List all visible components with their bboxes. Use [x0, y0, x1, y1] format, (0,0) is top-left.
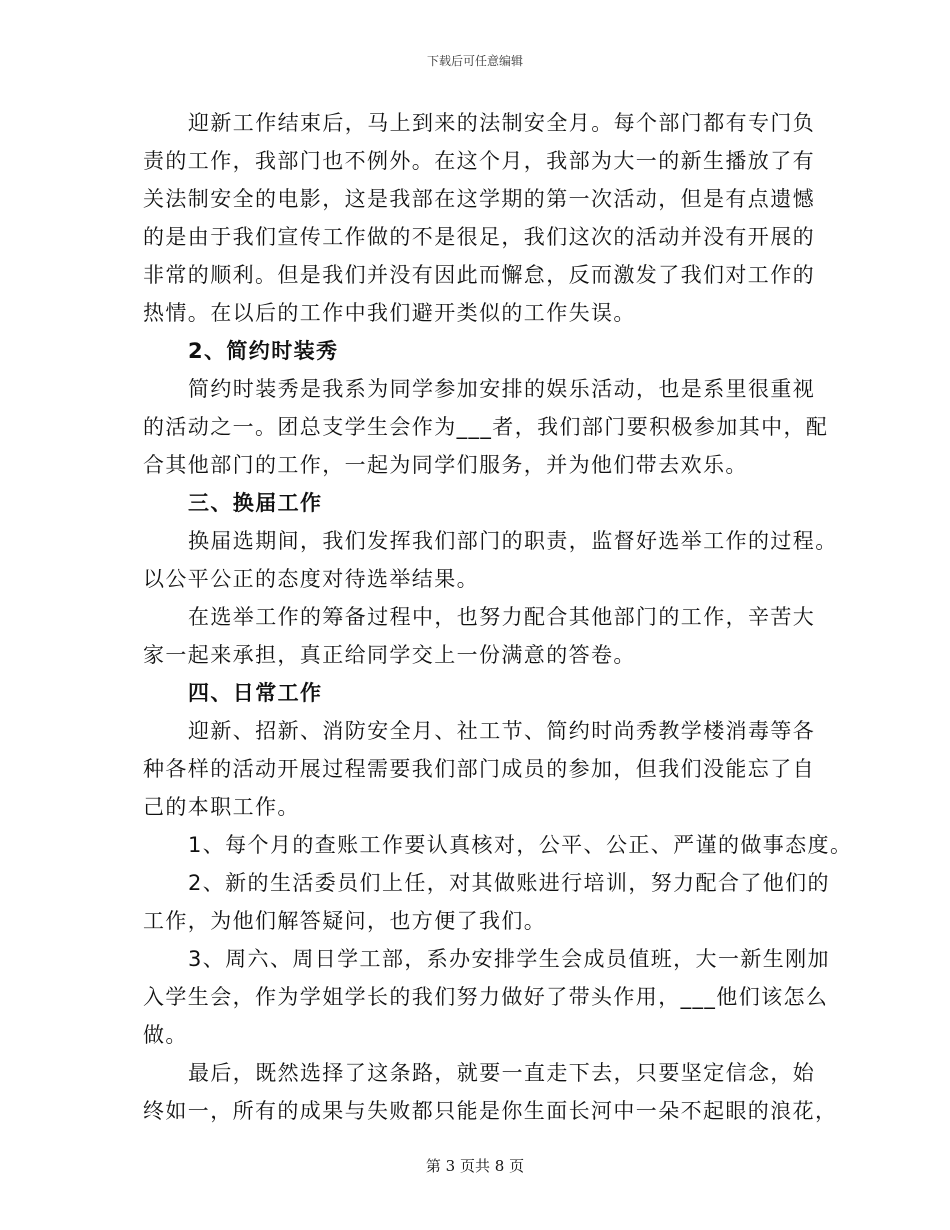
page-header: 下载后可任意编辑 — [426, 54, 523, 68]
paragraph-line: 的是由于我们宣传工作做的不是很足，我们这次的活动并没有开展的 — [143, 225, 815, 249]
paragraph-line: 入学生会，作为学姐学长的我们努力做好了带头作用，___他们该怎么 — [143, 985, 829, 1009]
paragraph-line: 己的本职工作。 — [143, 795, 300, 819]
paragraph-line: 1、每个月的查账工作要认真核对，公平、公正、严谨的做事态度。 — [188, 833, 853, 857]
paragraph-line: 简约时装秀是我系为同学参加安排的娱乐活动，也是系里很重视 — [188, 377, 816, 401]
paragraph-line: 的活动之一。团总支学生会作为___者，我们部门要积极参加其中，配 — [143, 415, 829, 439]
paragraph-line: 合其他部门的工作，一起为同学们服务，并为他们带去欢乐。 — [143, 453, 748, 477]
section-heading: 2、简约时装秀 — [188, 339, 339, 363]
paragraph-line: 最后，既然选择了这条路，就要一直走下去，只要坚定信念，始 — [188, 1061, 816, 1085]
paragraph-line: 以公平公正的态度对待选举结果。 — [143, 567, 479, 591]
paragraph-line: 换届选期间，我们发挥我们部门的职责，监督好选举工作的过程。 — [188, 529, 838, 553]
section-heading: 四、日常工作 — [188, 681, 323, 705]
paragraph-line: 责的工作，我部门也不例外。在这个月，我部为大一的新生播放了有 — [143, 149, 815, 173]
paragraph-line: 迎新、招新、消防安全月、社工节、简约时尚秀教学楼消毒等各 — [188, 719, 816, 743]
paragraph-line: 在选举工作的筹备过程中，也努力配合其他部门的工作，辛苦大 — [188, 605, 816, 629]
paragraph-line: 迎新工作结束后，马上到来的法制安全月。每个部门都有专门负 — [188, 111, 816, 135]
paragraph-line: 终如一，所有的成果与失败都只能是你生面长河中一朵不起眼的浪花， — [143, 1099, 838, 1123]
paragraph-line: 3、周六、周日学工部，系办安排学生会成员值班，大一新生刚加 — [188, 947, 830, 971]
section-heading: 三、换届工作 — [188, 491, 323, 515]
paragraph-line: 工作，为他们解答疑问，也方便了我们。 — [143, 909, 547, 933]
paragraph-line: 种各样的活动开展过程需要我们部门成员的参加，但我们没能忘了自 — [143, 757, 815, 781]
paragraph-line: 做。 — [143, 1023, 188, 1047]
paragraph-line: 热情。在以后的工作中我们避开类似的工作失误。 — [143, 301, 636, 325]
paragraph-line: 非常的顺利。但是我们并没有因此而懈怠，反而激发了我们对工作的 — [143, 263, 815, 287]
page-footer: 第 3 页共 8 页 — [425, 1157, 525, 1175]
paragraph-line: 家一起来承担，真正给同学交上一份满意的答卷。 — [143, 643, 636, 667]
paragraph-line: 2、新的生活委员们上任，对其做账进行培训，努力配合了他们的 — [188, 871, 830, 895]
paragraph-line: 关法制安全的电影，这是我部在这学期的第一次活动，但是有点遗憾 — [143, 187, 815, 211]
